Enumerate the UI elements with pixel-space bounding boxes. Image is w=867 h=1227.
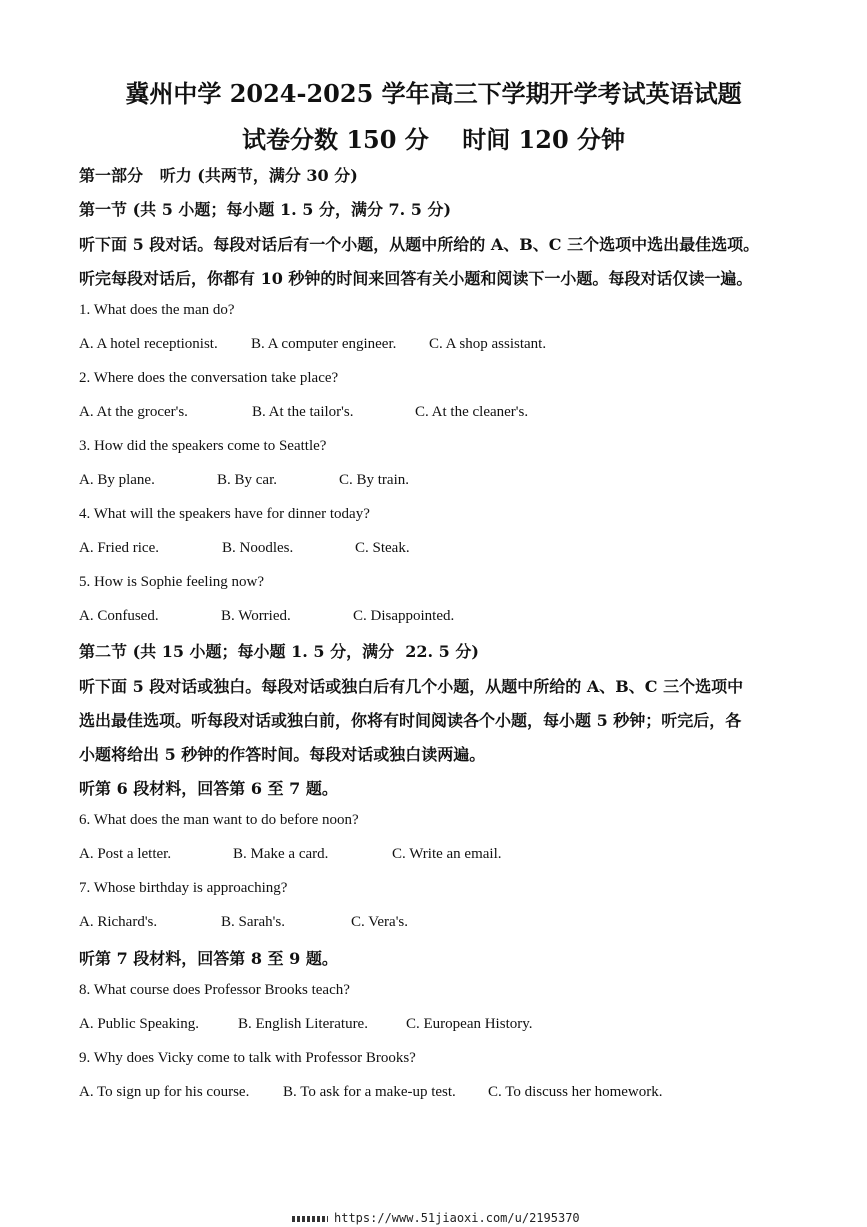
question-1-option-b: B. A computer engineer. — [251, 336, 397, 352]
question-9-option-b: B. To ask for a make-up test. — [283, 1084, 456, 1100]
question-4-option-b: B. Noodles. — [222, 540, 294, 556]
question-2: 2. Where does the conversation take place? — [79, 370, 339, 386]
section2-heading: 第二节 (共 15 小题；每小题 1. 5 分，满分 22. 5 分) — [79, 642, 479, 661]
question-1-option-a: A. A hotel receptionist. — [79, 336, 218, 352]
watermark-logo-icon — [292, 1216, 328, 1222]
question-1: 1. What does the man do? — [79, 302, 235, 318]
question-3-option-a: A. By plane. — [79, 472, 155, 488]
question-2-option-b: B. At the tailor's. — [252, 404, 354, 420]
question-6-option-b: B. Make a card. — [233, 846, 329, 862]
section1-heading: 第一节 (共 5 小题；每小题 1. 5 分，满分 7. 5 分) — [79, 200, 452, 219]
question-2-option-c: C. At the cleaner's. — [415, 404, 529, 420]
question-7-option-c: C. Vera's. — [351, 914, 409, 930]
question-4-option-c: C. Steak. — [355, 540, 410, 556]
question-3-option-b: B. By car. — [217, 472, 277, 488]
question-8-option-b: B. English Literature. — [238, 1016, 368, 1032]
exam-subtitle: 试卷分数 150 分 时间 120 分钟 — [241, 125, 626, 154]
question-9: 9. Why does Vicky come to talk with Professor Brooks? — [79, 1050, 416, 1066]
section2-instruction-line-2: 选出最佳选项。听每段对话或独白前，你将有时间阅读各个小题，每小题 5 秒钟；听完后，各 — [79, 711, 742, 730]
question-6-option-c: C. Write an email. — [392, 846, 502, 862]
question-3-option-c: C. By train. — [339, 472, 409, 488]
exam-title: 冀州中学 2024-2025 学年高三下学期开学考试英语试题 — [125, 79, 742, 108]
question-2-option-a: A. At the grocer's. — [79, 404, 188, 420]
section2-instruction-line-3: 小题将给出 5 秒钟的作答时间。每段对话或独白读两遍。 — [79, 745, 486, 764]
material-6-instruction: 听第 6 段材料，回答第 6 至 7 题。 — [79, 779, 338, 798]
question-9-option-a: A. To sign up for his course. — [79, 1084, 250, 1100]
section2-instruction-line-1: 听下面 5 段对话或独白。每段对话或独白后有几个小题，从题中所给的 A、B、C 三个选项中 — [79, 677, 744, 696]
question-9-option-c: C. To discuss her homework. — [488, 1084, 663, 1100]
question-7-option-b: B. Sarah's. — [221, 914, 285, 930]
question-6-option-a: A. Post a letter. — [79, 846, 172, 862]
part-heading: 第一部分 听力 (共两节，满分 30 分) — [79, 166, 358, 185]
question-7-option-a: A. Richard's. — [79, 914, 158, 930]
material-7-instruction: 听第 7 段材料，回答第 8 至 9 题。 — [79, 949, 338, 968]
footer-url — [292, 1211, 580, 1225]
question-5-option-a: A. Confused. — [79, 608, 159, 624]
question-8: 8. What course does Professor Brooks teach? — [79, 982, 350, 998]
section1-instruction-line-1: 听下面 5 段对话。每段对话后有一个小题，从题中所给的 A、B、C 三个选项中选出最佳选项。 — [79, 235, 760, 254]
question-3: 3. How did the speakers come to Seattle? — [79, 438, 327, 454]
question-4: 4. What will the speakers have for dinner today? — [79, 506, 370, 522]
question-5: 5. How is Sophie feeling now? — [79, 574, 264, 590]
question-4-option-a: A. Fried rice. — [79, 540, 159, 556]
question-7: 7. Whose birthday is approaching? — [79, 880, 288, 896]
question-5-option-c: C. Disappointed. — [353, 608, 455, 624]
question-1-option-c: C. A shop assistant. — [429, 336, 547, 352]
question-8-option-a: A. Public Speaking. — [79, 1016, 199, 1032]
question-8-option-c: C. European History. — [406, 1016, 533, 1032]
footer-url-text: https://www.51jiaoxi.com/u/2195370 — [334, 1211, 580, 1225]
section1-instruction-line-2: 听完每段对话后，你都有 10 秒钟的时间来回答有关小题和阅读下一小题。每段对话仅读一遍。 — [79, 269, 753, 288]
question-6: 6. What does the man want to do before noon? — [79, 812, 359, 828]
question-5-option-b: B. Worried. — [221, 608, 291, 624]
